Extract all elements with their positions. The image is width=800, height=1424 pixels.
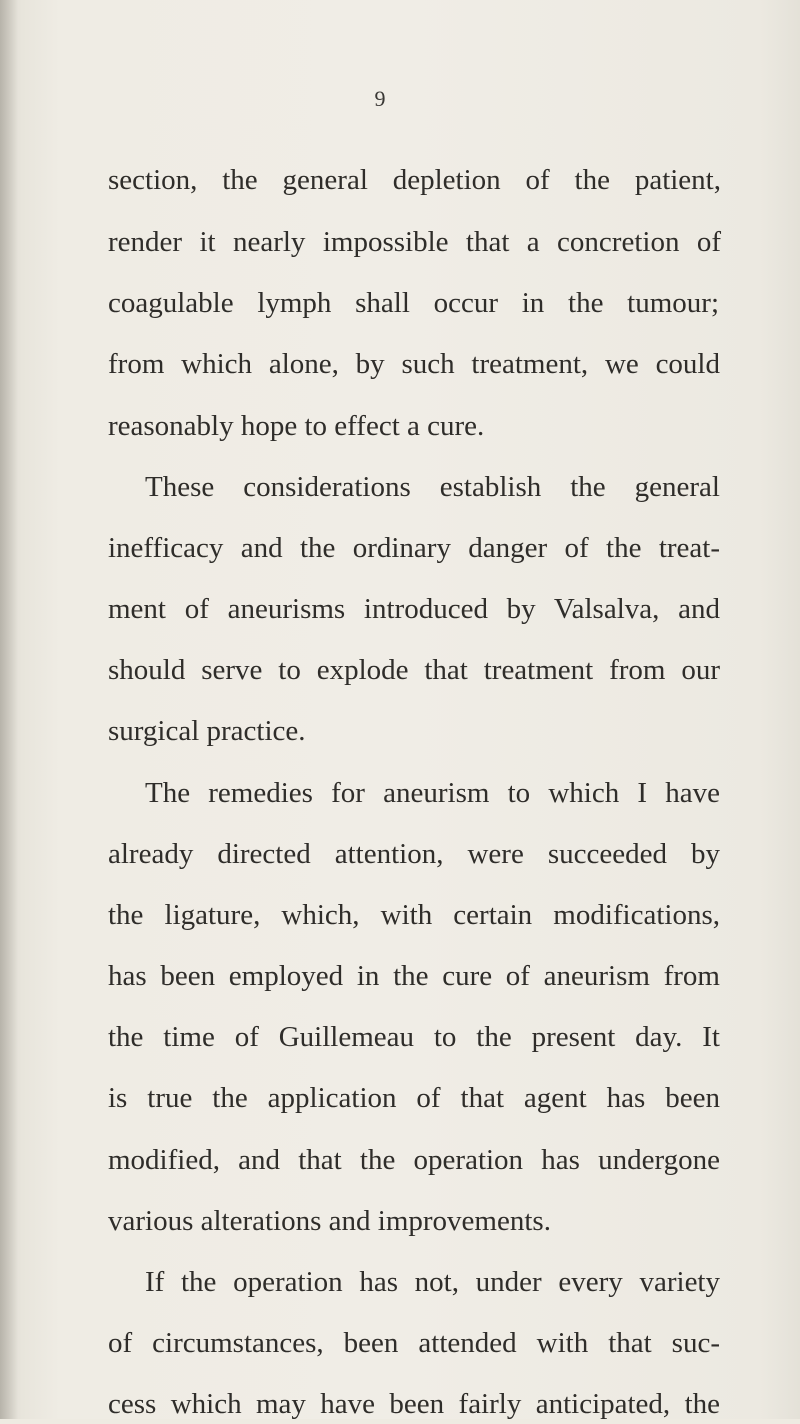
text-line-13: the ligature, which, with certain modifications, xyxy=(108,899,720,931)
text-line-7: inefficacy and the ordinary danger of the treat- xyxy=(108,532,720,564)
text-line-19: If the operation has not, under every variety xyxy=(145,1266,720,1298)
text-line-9: should serve to explode that treatment from our xyxy=(108,654,720,686)
text-line-17: modified, and that the operation has undergone xyxy=(108,1144,720,1176)
text-line-3: coagulable lymph shall occur in the tumour; xyxy=(108,287,719,319)
text-line-15: the time of Guillemeau to the present day. It xyxy=(108,1021,720,1053)
text-line-21: cess which may have been fairly anticipated, the xyxy=(108,1388,720,1420)
text-line-8: ment of aneurisms introduced by Valsalva, and xyxy=(108,593,720,625)
text-line-16: is true the application of that agent has been xyxy=(108,1082,720,1114)
text-line-10: surgical practice. xyxy=(108,715,306,747)
text-line-6: These considerations establish the general xyxy=(145,471,720,503)
page-number: 9 xyxy=(374,86,386,111)
text-line-20: of circumstances, been attended with that suc- xyxy=(108,1327,720,1359)
text-line-11: The remedies for aneurism to which I have xyxy=(145,777,720,809)
text-line-1: section, the general depletion of the patient, xyxy=(108,164,721,196)
text-line-18: various alterations and improvements. xyxy=(108,1205,551,1237)
text-line-5: reasonably hope to effect a cure. xyxy=(108,410,485,442)
text-line-2: render it nearly impossible that a concretion of xyxy=(108,226,721,258)
text-line-12: already directed attention, were succeeded by xyxy=(108,838,720,870)
text-line-4: from which alone, by such treatment, we could xyxy=(108,348,720,380)
text-line-14: has been employed in the cure of aneurism from xyxy=(108,960,720,992)
